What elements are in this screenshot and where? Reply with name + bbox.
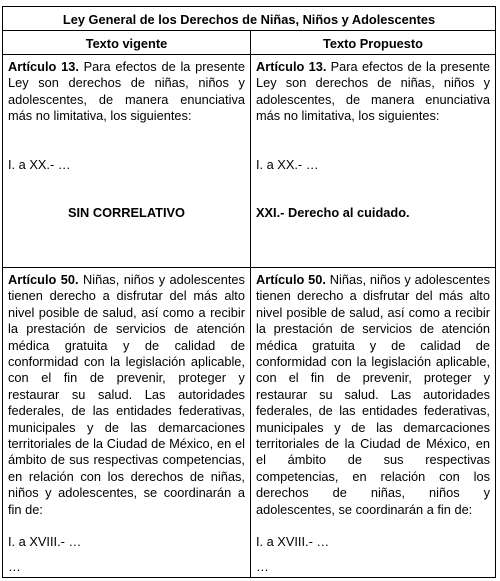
ellipsis: … bbox=[255, 558, 269, 574]
article-body: Niñas, niños y adolescentes tienen derecho a disfrutar del más alto nivel posible de salud, así como a recibir la prestación de servicios de atención médica gratuita y de calidad de conformidad con la legislación aplicable, con el fin de prevenir, proteger y restaurar su salud. Las autoridades federales, de las entidades federativas, municipales y de las demarcaciones territoriales de la Ciudad de México, en el ámbito de sus respectivas competencias, en relación con los derechos de niñas, niños y adolescentes, se coordinarán a fin de: bbox=[255, 272, 490, 517]
column-header-current: Texto vigente bbox=[3, 31, 251, 55]
table-row bbox=[3, 268, 496, 578]
article-label: Artículo 13. bbox=[8, 59, 79, 74]
current-text-cell bbox=[3, 268, 251, 578]
comparison-table bbox=[2, 6, 496, 578]
article-paragraph bbox=[8, 59, 245, 125]
article-body: Para efectos de la presente Ley son derechos de niñas, niños y adolescentes, de manera enunciativa más no limitativa, los siguientes: bbox=[8, 59, 245, 124]
proposed-text-cell bbox=[250, 55, 495, 268]
article-paragraph bbox=[256, 59, 490, 125]
table-title: Ley General de los Derechos de Niñas, Niños y Adolescentes bbox=[3, 7, 496, 31]
no-correlative-note: SIN CORRELATIVO bbox=[67, 205, 186, 221]
current-text-cell bbox=[3, 55, 251, 268]
fraction-range: I. a XX.- … bbox=[255, 156, 319, 172]
article-label: Artículo 13. bbox=[255, 59, 327, 74]
ellipsis: … bbox=[8, 558, 21, 574]
article-label: Artículo 50. bbox=[255, 272, 326, 287]
article-label: Artículo 50. bbox=[8, 272, 79, 287]
column-header-proposed: Texto Propuesto bbox=[250, 31, 495, 55]
article-body: Para efectos de la presente Ley son derechos de niñas, niños y adolescentes, de manera enunciativa más no limitativa, los siguientes: bbox=[255, 59, 490, 124]
added-fraction: XXI.- Derecho al cuidado. bbox=[255, 205, 410, 221]
article-paragraph bbox=[256, 272, 490, 518]
table-row bbox=[3, 55, 496, 268]
article-body: Niñas, niños y adolescentes tienen derecho a disfrutar del más alto nivel posible de salud, así como a recibir la prestación de servicios de atención médica gratuita y de calidad de conformidad con la legislación aplicable, con el fin de prevenir, proteger y restaurar su salud. Las autoridades federales, de las entidades federativas, municipales y de las demarcaciones territoriales de la Ciudad de México, en el ámbito de sus respectivas competencias, en relación con los derechos de niñas, niños y adolescentes, se coordinarán a fin de: bbox=[8, 272, 245, 517]
fraction-range: I. a XX.- … bbox=[8, 156, 71, 172]
proposed-text-cell bbox=[250, 268, 495, 578]
article-paragraph bbox=[8, 272, 245, 518]
fraction-range: I. a XVIII.- … bbox=[255, 534, 330, 550]
fraction-range: I. a XVIII.- … bbox=[8, 534, 82, 550]
